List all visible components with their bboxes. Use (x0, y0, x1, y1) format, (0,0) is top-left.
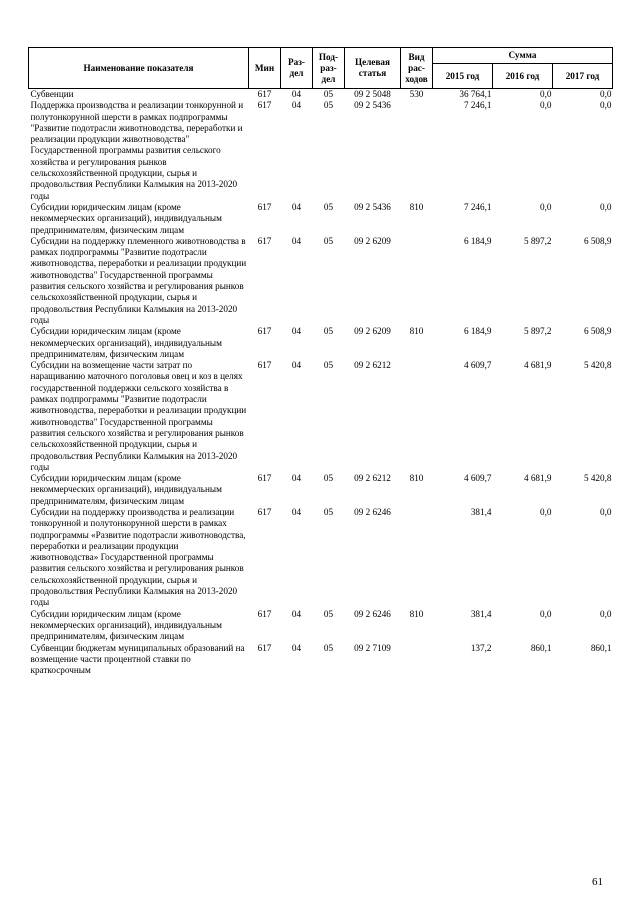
row-celevaya-statya: 09 2 5436 (354, 201, 391, 212)
row-sum-2017: 6 508,9 (583, 235, 612, 246)
row-celevaya-statya: 09 2 5436 (354, 100, 391, 111)
table-row (29, 202, 613, 236)
row-min: 617 (257, 201, 272, 212)
row-name: Субсидии на возмещение части затрат по наращиванию маточного поголовья овец и коз в целях государственной поддержки сельского хозяйства в рамках подпрограммы "Развитие подотрасли животноводства, переработки и реализации продукции животноводства" Государственной программы развития сельского хозяйства и регулирования рынков сельскохозяйственной продукции, сырья и продовольствия Республики Калмыкия на 2013-2020 годы (30, 360, 247, 472)
row-razdel: 04 (291, 642, 302, 653)
row-sum-2016: 0,0 (540, 201, 552, 212)
row-name: Субсидии на поддержку племенного животноводства в рамках подпрограммы "Развитие подотрасли животноводства, переработки и реализации продукции животноводства" Государственной программы развития сельского хозяйства и регулирования рынков сельскохозяйственной продукции, сырья и продовольствия Республики Калмыкия на 2013-2020 годы (30, 235, 247, 325)
header-podrazdel: Под-раз-дел (313, 48, 345, 89)
row-podrazdel: 05 (323, 506, 334, 517)
row-name: Субсидии юридическим лицам (кроме некоммерческих организаций), индивидуальным предпринимателям, физическим лицам (30, 326, 222, 359)
row-name: Субсидии на поддержку производства и реализации тонкорунной и полутонкорунной шерсти в рамках подпрограммы «Развитие подотрасли животноводства, переработки и реализации продукции животноводства» Государственной программы развития сельского хозяйства и регулирования рынков сельскохозяйственной продукции, сырья и продовольствия Республики Калмыкия на 2013-2020 годы (30, 506, 246, 608)
row-sum-2015: 4 609,7 (463, 473, 492, 484)
row-sum-2017: 0,0 (600, 201, 612, 212)
row-min: 617 (257, 100, 272, 111)
row-sum-2017: 6 508,9 (583, 326, 612, 337)
row-podrazdel: 05 (313, 89, 345, 101)
row-sum-2017: 5 420,8 (583, 360, 612, 371)
row-min: 617 (257, 326, 272, 337)
row-name: Субвенции бюджетам муниципальных образований на возмещение части процентной ставки по краткосрочным (30, 642, 245, 676)
row-razdel: 04 (291, 326, 302, 337)
budget-table (28, 47, 613, 676)
row-sum-2017: 0,0 (600, 506, 612, 517)
row-sum-2015: 137,2 (470, 642, 492, 653)
row-celevaya-statya: 09 2 6209 (354, 326, 391, 337)
table-row (29, 360, 613, 473)
row-podrazdel: 05 (323, 100, 334, 111)
row-vid-rashodov (401, 236, 433, 326)
row-podrazdel: 05 (323, 642, 334, 653)
row-sum-2015: 36 764,1 (433, 89, 493, 101)
header-2015: 2015 год (433, 64, 493, 89)
row-sum-2017: 0,0 (600, 608, 612, 619)
row-sum-2015: 7 246,1 (463, 100, 492, 111)
table-row (29, 643, 613, 677)
row-razdel: 04 (291, 360, 302, 371)
row-vid-rashodov (401, 507, 433, 609)
row-vid-rashodov: 810 (409, 473, 424, 484)
row-min: 617 (257, 642, 272, 653)
row-vid-rashodov: 810 (409, 201, 424, 212)
row-razdel: 04 (291, 473, 302, 484)
header-summa: Сумма (433, 48, 613, 64)
row-name: Субсидии юридическим лицам (кроме некоммерческих организаций), индивидуальным предпринимателям, физическим лицам (30, 201, 222, 235)
row-min: 617 (257, 235, 272, 246)
row-celevaya-statya: 09 2 6209 (354, 235, 391, 246)
row-sum-2017: 0,0 (600, 100, 612, 111)
row-razdel: 04 (281, 89, 313, 101)
row-podrazdel: 05 (323, 608, 334, 619)
row-celevaya-statya: 09 2 6246 (354, 608, 391, 619)
table-row (29, 473, 613, 507)
row-celevaya-statya: 09 2 6212 (354, 473, 391, 484)
row-sum-2016: 5 897,2 (523, 326, 552, 337)
row-sum-2015: 381,4 (470, 608, 492, 619)
row-sum-2015: 381,4 (470, 506, 492, 517)
row-podrazdel: 05 (323, 360, 334, 371)
row-sum-2016: 0,0 (540, 506, 552, 517)
row-sum-2017: 5 420,8 (583, 473, 612, 484)
budget-table-page (28, 47, 612, 676)
row-min: 617 (257, 360, 272, 371)
row-sum-2016: 4 681,9 (523, 473, 552, 484)
row-celevaya-statya: 09 2 6246 (354, 506, 391, 517)
row-name: Субсидии юридическим лицам (кроме некоммерческих организаций), индивидуальным предпринимателям, физическим лицам (30, 608, 222, 642)
row-min: 617 (257, 608, 272, 619)
row-razdel: 04 (291, 608, 302, 619)
row-sum-2015: 6 184,9 (463, 235, 492, 246)
row-podrazdel: 05 (323, 473, 334, 484)
header-vid-rashodov: Вид рас-ходов (401, 48, 433, 89)
table-header (29, 48, 613, 89)
row-sum-2015: 4 609,7 (463, 360, 492, 371)
row-celevaya-statya: 09 2 5048 (345, 89, 401, 101)
row-min: 617 (257, 473, 272, 484)
row-sum-2016: 0,0 (493, 89, 553, 101)
row-vid-rashodov (401, 360, 433, 473)
row-name: Поддержка производства и реализации тонкорунной и полутонкорунной шерсти в рамках подпрограммы "Развитие подотрасли животноводства, переработки и реализации продукции животноводства" Государственной программы развития сельского хозяйства и регулирования рынков сельскохозяйственной продукции, сырья и продовольствия Республики Калмыкия на 2013-2020 годы (30, 100, 244, 201)
table-row (29, 609, 613, 643)
row-sum-2015: 7 246,1 (463, 201, 492, 212)
row-celevaya-statya: 09 2 7109 (354, 642, 391, 653)
table-row (29, 507, 613, 609)
row-name: Субвенции (29, 89, 249, 101)
row-vid-rashodov (401, 100, 433, 202)
table-row (29, 236, 613, 326)
table-row (29, 89, 613, 101)
row-sum-2017: 860,1 (590, 642, 612, 653)
table-body (29, 89, 613, 677)
row-sum-2017: 0,0 (553, 89, 613, 101)
row-vid-rashodov (401, 643, 433, 677)
row-razdel: 04 (291, 506, 302, 517)
row-sum-2016: 0,0 (540, 608, 552, 619)
row-razdel: 04 (291, 201, 302, 212)
row-sum-2015: 6 184,9 (463, 326, 492, 337)
row-name: Субсидии юридическим лицам (кроме некоммерческих организаций), индивидуальным предпринимателям, физическим лицам (30, 473, 222, 506)
row-razdel: 04 (291, 100, 302, 111)
row-podrazdel: 05 (323, 326, 334, 337)
header-min: Мин (249, 48, 281, 89)
row-sum-2016: 0,0 (540, 100, 552, 111)
header-celevaya-statya: Целевая статья (345, 48, 401, 89)
row-sum-2016: 860,1 (530, 642, 552, 653)
row-min: 617 (257, 506, 272, 517)
header-2017: 2017 год (553, 64, 613, 89)
row-podrazdel: 05 (323, 235, 334, 246)
table-row (29, 100, 613, 202)
row-vid-rashodov: 530 (401, 89, 433, 101)
row-vid-rashodov: 810 (409, 326, 424, 337)
row-celevaya-statya: 09 2 6212 (354, 360, 391, 371)
row-razdel: 04 (291, 235, 302, 246)
row-podrazdel: 05 (323, 201, 334, 212)
row-sum-2016: 4 681,9 (523, 360, 552, 371)
row-sum-2016: 5 897,2 (523, 235, 552, 246)
page-number: 61 (592, 876, 603, 888)
row-vid-rashodov: 810 (409, 608, 424, 619)
header-name: Наименование показателя (29, 48, 249, 89)
header-razdel: Раз-дел (281, 48, 313, 89)
row-min: 617 (249, 89, 281, 101)
header-2016: 2016 год (493, 64, 553, 89)
table-row (29, 326, 613, 360)
